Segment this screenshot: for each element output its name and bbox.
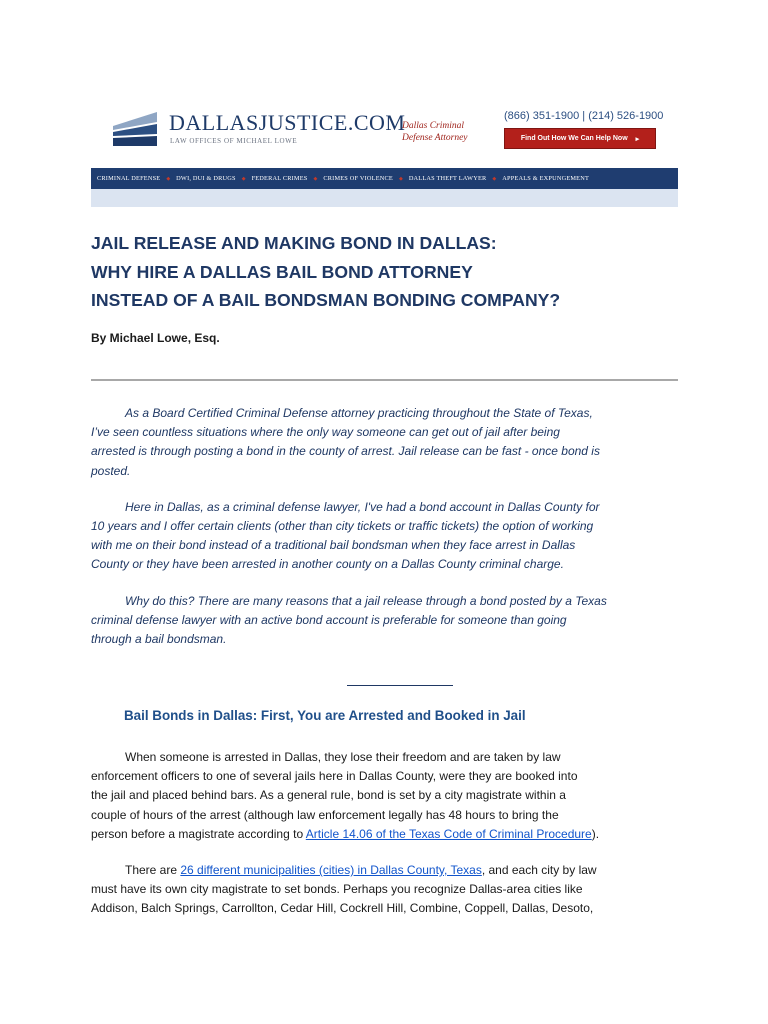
- title-line: INSTEAD OF A BAIL BONDSMAN BONDING COMPANY?: [91, 290, 561, 310]
- nav-item-appeals[interactable]: APPEALS & EXPUNGEMENT: [502, 175, 590, 182]
- text-line: enforcement officers to one of several jails here in Dallas County, were they are booked into: [91, 769, 578, 784]
- text-line: County or they have been arrested in another county on a Dallas County criminal charge.: [91, 557, 564, 572]
- text-line: Here in Dallas, as a criminal defense lawyer, I've had a bond account in Dallas County for: [125, 499, 600, 514]
- nav-subbar: [91, 189, 678, 207]
- main-nav: [91, 168, 678, 189]
- title-line: JAIL RELEASE AND MAKING BOND IN DALLAS:: [91, 233, 497, 253]
- text-line: [91, 861, 691, 880]
- nav-item-crimes-of-violence[interactable]: CRIMES OF VIOLENCE: [323, 175, 393, 182]
- text-line: When someone is arrested in Dallas, they lose their freedom and are taken by law: [125, 750, 561, 764]
- intro-paragraph: [91, 498, 691, 575]
- nav-separator-icon: ◆: [313, 175, 318, 182]
- tagline-line: Defense Attorney: [402, 133, 468, 143]
- intro-text: [91, 404, 691, 649]
- nav-item-dwi[interactable]: DWI, DUI & DRUGS: [176, 175, 236, 182]
- intro-paragraph: [91, 592, 691, 650]
- text-segment: , and each city by law: [481, 863, 597, 878]
- text-segment: ).: [591, 826, 600, 841]
- text-line: Why do this? There are many reasons that a jail release through a bond posted by a Texas: [125, 593, 607, 608]
- text-line: arrested is through posting a bond in the county of arrest. Jail release can be fast - once bond is: [91, 444, 600, 459]
- site-header: [91, 106, 678, 158]
- text-line: with me on their bond instead of a traditional bail bondsman when they face arrest in Dallas: [91, 538, 576, 553]
- help-now-button[interactable]: [504, 128, 656, 149]
- municipalities-link[interactable]: 26 different municipalities (cities) in Dallas County, Texas: [180, 863, 482, 878]
- intro-paragraph: [91, 404, 691, 481]
- text-line: must have its own city magistrate to set bonds. Perhaps you recognize Dallas-area cities like: [91, 882, 583, 897]
- phone-numbers[interactable]: (866) 351-1900 | (214) 526-1900: [504, 110, 664, 122]
- arrow-right-icon: ▸: [635, 135, 640, 143]
- section-heading: Bail Bonds in Dallas: First, You are Arrested and Booked in Jail: [124, 708, 526, 723]
- text-line: couple of hours of the arrest (although law enforcement legally has 48 hours to bring the: [91, 807, 559, 822]
- text-line: Addison, Balch Springs, Carrollton, Cedar Hill, Cockrell Hill, Combine, Coppell, Dallas, Desoto,: [91, 901, 594, 916]
- text-line: posted.: [91, 463, 131, 478]
- body-paragraph: [91, 861, 691, 919]
- article-body: [91, 748, 691, 919]
- help-now-label: Find Out How We Can Help Now: [520, 135, 628, 142]
- nav-separator-icon: ◆: [241, 175, 246, 182]
- body-paragraph: [91, 748, 691, 844]
- logo-title[interactable]: DALLASJUSTICE.COM: [169, 110, 406, 135]
- text-line: As a Board Certified Criminal Defense attorney practicing throughout the State of Texas,: [125, 406, 593, 420]
- nav-separator-icon: ◆: [398, 175, 403, 182]
- nav-separator-icon: ◆: [492, 175, 497, 182]
- text-line: criminal defense lawyer with an active bond account is preferable for someone than going: [91, 612, 567, 627]
- nav-item-criminal-defense[interactable]: CRIMINAL DEFENSE: [97, 175, 161, 182]
- section-divider: [347, 685, 453, 686]
- text-line: through a bail bondsman.: [91, 632, 227, 647]
- article-title: [91, 229, 691, 315]
- title-line: WHY HIRE A DALLAS BAIL BOND ATTORNEY: [91, 261, 473, 282]
- byline: By Michael Lowe, Esq.: [91, 331, 220, 345]
- divider: [91, 379, 678, 381]
- nav-item-theft-lawyer[interactable]: DALLAS THEFT LAWYER: [408, 175, 487, 182]
- tagline-line: Dallas Criminal: [402, 121, 465, 131]
- text-line: the jail and placed behind bars. As a general rule, bond is set by a city magistrate within a: [91, 788, 566, 803]
- code-of-criminal-procedure-link[interactable]: Article 14.06 of the Texas Code of Criminal Procedure: [305, 826, 592, 841]
- logo-subtitle: LAW OFFICES OF MICHAEL LOWE: [170, 137, 298, 145]
- nav-item-federal-crimes[interactable]: FEDERAL CRIMES: [251, 175, 308, 182]
- logo-icon: [113, 112, 157, 146]
- text-segment: person before a magistrate according to: [91, 826, 306, 841]
- text-line: 10 years and I offer certain clients (other than city tickets or traffic tickets) the option of working: [91, 519, 594, 534]
- nav-separator-icon: ◆: [166, 175, 171, 182]
- text-line: I’ve seen countless situations where the only way someone can get out of jail after being: [91, 425, 560, 440]
- text-segment: There are: [125, 863, 181, 878]
- tagline: [402, 120, 482, 144]
- text-line: [91, 825, 691, 844]
